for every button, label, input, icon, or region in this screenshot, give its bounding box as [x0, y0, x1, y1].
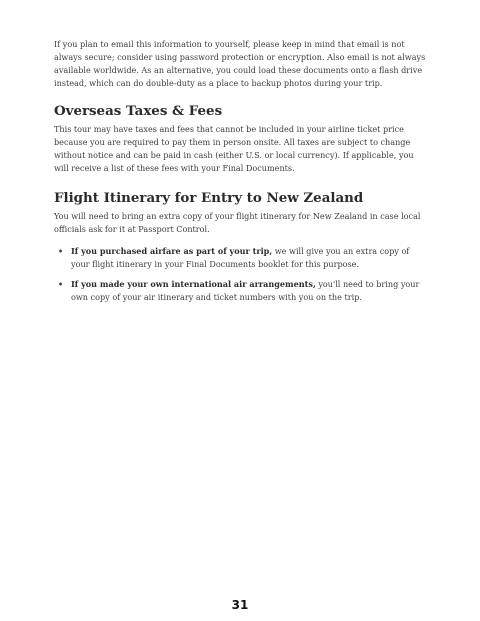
document-page [54, 38, 430, 311]
list-item [54, 245, 430, 271]
intro-paragraph: If you plan to email this information to yourself, please keep in mind that email is not always secure; consider using password protection or encryption. Also email is not always available worldwide. As an alternative, you could load these documents onto a flash drive instead, which can do double-duty as a place to backup photos during your trip. [54, 39, 426, 88]
overseas-taxes-heading: Overseas Taxes & Fees [54, 103, 223, 119]
overseas-taxes-paragraph: This tour may have taxes and fees that cannot be included in your airline ticket price because you are required to pay them in person onsite. All taxes are subject to change without notice and can be paid in cash (either U.S. or local currency). If applicable, you will receive a list of these fees with your Final Documents. [54, 124, 414, 173]
flight-itinerary-paragraph: You will need to bring an extra copy of your flight itinerary for New Zealand in case local officials ask for it at Passport Control. [54, 211, 421, 234]
bullet-icon: • [58, 279, 64, 289]
list-item-lead: If you purchased airfare as part of your trip, [71, 246, 273, 256]
list-item-lead: If you made your own international air arrangements, [71, 279, 316, 289]
bullet-icon: • [58, 246, 64, 256]
page-number: 31 [231, 598, 249, 612]
list-item-text: we will give you an extra copy of your flight itinerary in your Final Documents booklet for this purpose. [71, 246, 410, 269]
list-item-text: you'll need to bring your own copy of your air itinerary and ticket numbers with you on the trip. [71, 279, 420, 302]
flight-itinerary-list [54, 245, 430, 304]
list-item [54, 278, 430, 304]
flight-itinerary-heading: Flight Itinerary for Entry to New Zealand [54, 190, 364, 206]
